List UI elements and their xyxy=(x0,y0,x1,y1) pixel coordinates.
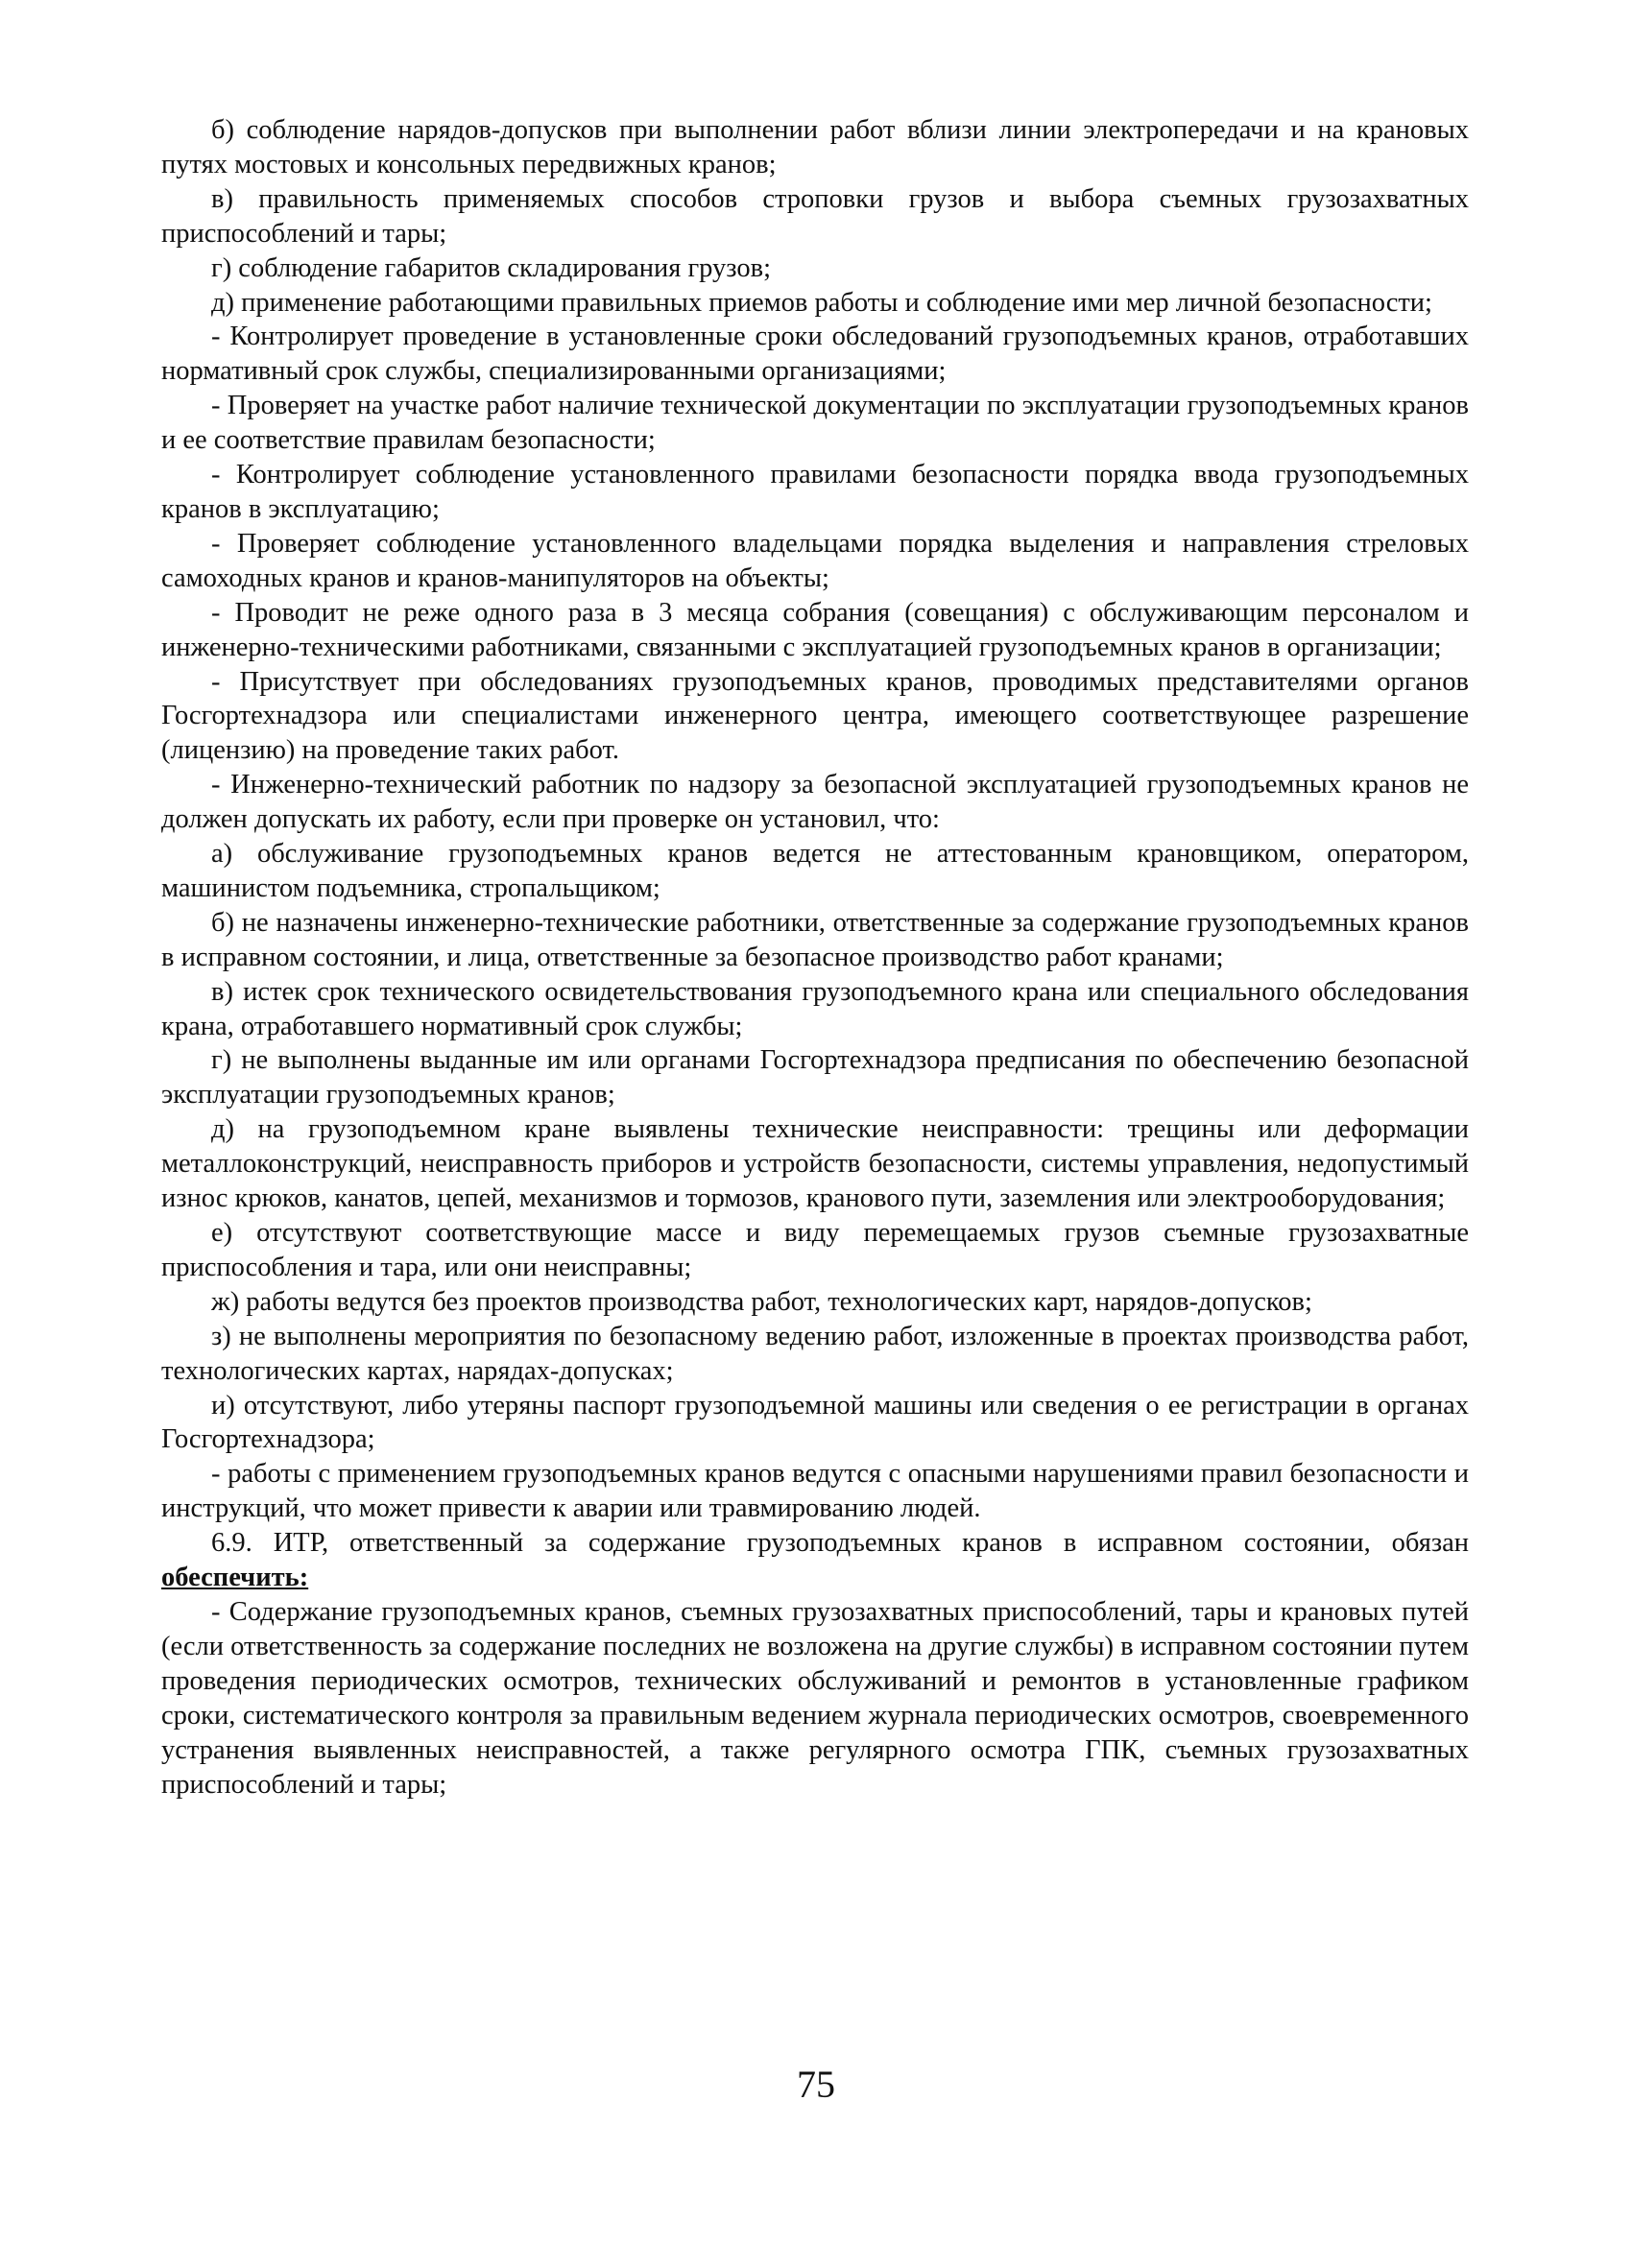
paragraph-b-work-permits: б) соблюдение нарядов-допусков при выполнении работ вблизи линии электропередачи и на крановых путях мостовых и консольных передвижных кранов; xyxy=(161,115,1469,179)
paragraph-i-passport: и) отсутствуют, либо утеряны паспорт грузоподъемной машины или сведения о ее регистрации в органах Госгортехнадзора; xyxy=(161,1390,1469,1455)
paragraph-g-orders: г) не выполнены выданные им или органами Госгортехнадзора предписания по обеспечению безопасной эксплуатации грузоподъемных кранов; xyxy=(161,1045,1469,1110)
paragraph-controls-commissioning: - Контролирует соблюдение установленного правилами безопасности порядка ввода грузоподъемных кранов в эксплуатацию; xyxy=(161,460,1469,524)
body-text xyxy=(161,113,1469,1802)
paragraph-meetings: - Проводит не реже одного раза в 3 месяца собрания (совещания) с обслуживающим персоналом и инженерно-техническими работниками, связанными с эксплуатацией грузоподъемных кранов в организации; xyxy=(161,597,1469,662)
section-6-9-text: 6.9. ИТР, ответственный за содержание грузоподъемных кранов в исправном состоянии, обязан xyxy=(211,1528,1469,1559)
paragraph-violations: - работы с применением грузоподъемных кранов ведутся с опасными нарушениями правил безопасности и инструкций, что может привести к аварии или травмированию людей. xyxy=(161,1459,1469,1524)
paragraph-must-not-allow: - Инженерно-технический работник по надзору за безопасной эксплуатацией грузоподъемных кранов не должен допускать их работу, если при проверке он установил, что: xyxy=(161,770,1469,835)
paragraph-zh-no-projects: ж) работы ведутся без проектов производства работ, технологических карт, нарядов-допусков; xyxy=(211,1286,1312,1317)
paragraph-b-not-appointed: б) не назначены инженерно-технические работники, ответственные за содержание грузоподъемных кранов в исправном состоянии, и лица, ответственные за безопасное производство работ кранами; xyxy=(161,907,1469,972)
paragraph-checks-documentation: - Проверяет на участке работ наличие технической документации по эксплуатации грузоподъемных кранов и ее соответствие правилам безопасности; xyxy=(161,391,1469,456)
paragraph-checks-allocation: - Проверяет соблюдение установленного владельцами порядка выделения и направления стреловых самоходных кранов и кранов-манипуляторов на объекты; xyxy=(161,528,1469,593)
section-6-9-emphasis: обеспечить: xyxy=(161,1563,309,1593)
paragraph-a-uncertified: а) обслуживание грузоподъемных кранов ведется не аттестованным крановщиком, оператором, машинистом подъемника, стропальщиком; xyxy=(161,839,1469,903)
paragraph-attends-inspections: - Присутствует при обследованиях грузоподъемных кранов, проводимых представителями органов Госгортехнадзора или специалистами инженерного центра, имеющего соответствующее разрешение (лицензию) на проведение таких работ. xyxy=(161,666,1469,766)
page-number: 75 xyxy=(797,2063,835,2106)
section-6-9 xyxy=(161,1526,1469,1595)
paragraph-controls-inspections: - Контролирует проведение в установленные сроки обследований грузоподъемных кранов, отработавших нормативный срок службы, специализированными организациями; xyxy=(161,322,1469,387)
paragraph-maintenance: - Содержание грузоподъемных кранов, съемных грузозахватных приспособлений, тары и крановых путей (если ответственность за содержание последних не возложена на другие службы) в исправном состоянии путем проведения периодических осмотров, технических обслуживаний и ремонтов в установленные графиком сроки, систематического контроля за правильным ведением журнала периодических осмотров, своевременного устранения выявленных неисправностей, а также регулярного осмотра ГПК, съемных грузозахватных приспособлений и тары; xyxy=(161,1596,1469,1800)
paragraph-g-storage: г) соблюдение габаритов складирования грузов; xyxy=(211,252,772,283)
paragraph-v-expired: в) истек срок технического освидетельствования грузоподъемного крана или специального обследования крана, отработавшего нормативный срок службы; xyxy=(161,976,1469,1041)
paragraph-d-faults: д) на грузоподъемном кране выявлены технические неисправности: трещины или деформации металлоконструкций, неисправность приборов и устройств безопасности, системы управления, недопустимый износ крюков, канатов, цепей, механизмов и тормозов, кранового пути, заземления или электрооборудования; xyxy=(161,1114,1469,1214)
paragraph-e-gear: е) отсутствуют соответствующие массе и виду перемещаемых грузов съемные грузозахватные приспособления и тара, или они неисправны; xyxy=(161,1218,1469,1282)
paragraph-v-slinging: в) правильность применяемых способов строповки грузов и выбора съемных грузозахватных приспособлений и тары; xyxy=(161,183,1469,249)
paragraph-z-measures: з) не выполнены мероприятия по безопасному ведению работ, изложенные в проектах производства работ, технологических картах, нарядах-допусках; xyxy=(161,1321,1469,1386)
paragraph-d-safety: д) применение работающими правильных приемов работы и соблюдение ими мер личной безопасности; xyxy=(211,287,1432,318)
